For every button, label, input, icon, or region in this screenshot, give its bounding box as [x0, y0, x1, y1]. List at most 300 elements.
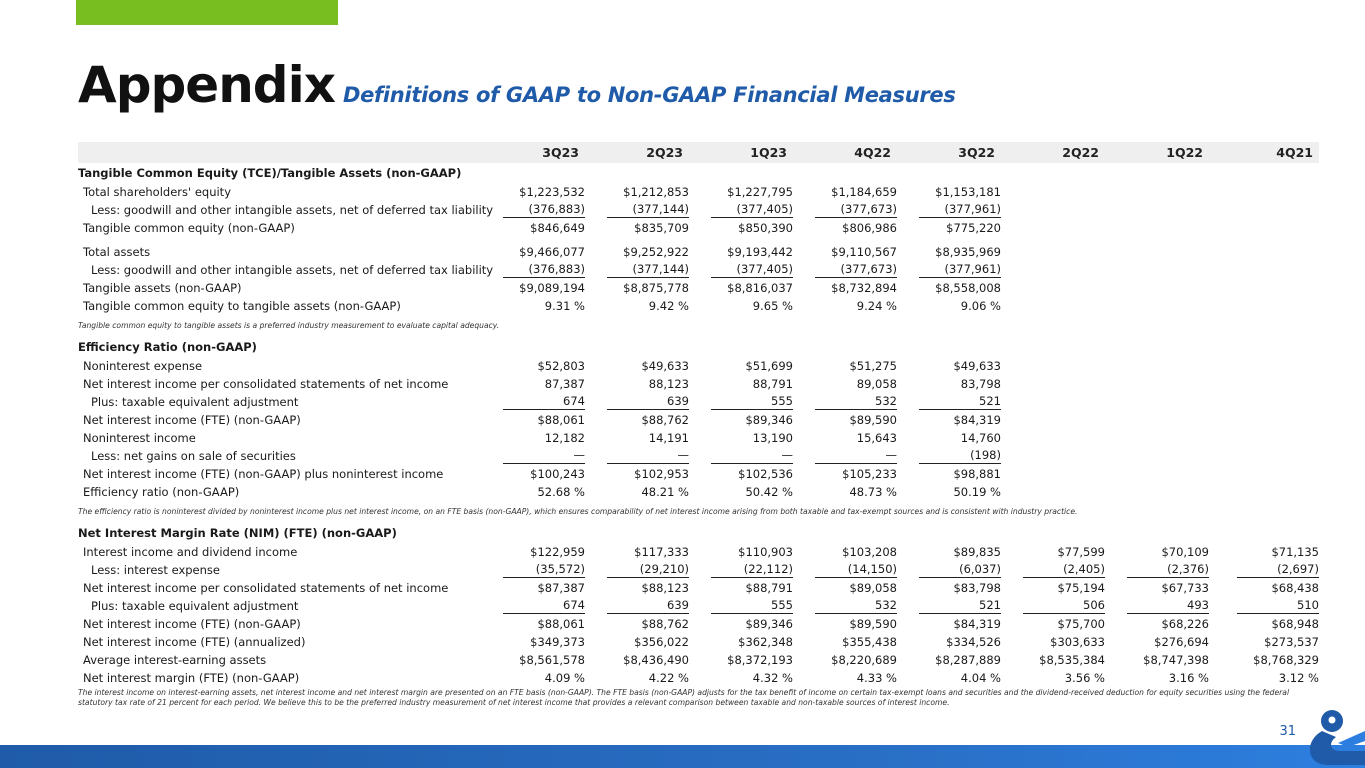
cell-value: (377,405)	[711, 202, 793, 218]
cell-value: $835,709	[634, 221, 689, 235]
cell-value: 48.73 %	[849, 485, 897, 499]
row-label: Less: goodwill and other intangible assets, net of deferred tax liability	[91, 203, 494, 217]
cell-value: $102,536	[738, 467, 793, 481]
section-header-row	[78, 163, 1319, 183]
cell-value: $8,220,689	[831, 653, 897, 667]
cell-value: (377,144)	[607, 202, 689, 218]
value-cell	[689, 447, 793, 465]
cell-value: $89,346	[745, 617, 793, 631]
cell-value: (377,144)	[607, 262, 689, 278]
footnote-row	[78, 501, 1319, 523]
footnote-row	[78, 315, 1319, 337]
cell-value: $1,184,659	[831, 185, 897, 199]
row-label: Net interest income (FTE) (non-GAAP)	[83, 617, 301, 631]
value-cell	[1105, 633, 1209, 651]
value-cell	[1209, 261, 1319, 279]
cell-value: $8,558,008	[935, 281, 1001, 295]
cell-value: $1,153,181	[935, 185, 1001, 199]
cell-value: $68,948	[1271, 617, 1319, 631]
value-cell	[1001, 483, 1105, 501]
value-cell	[481, 375, 585, 393]
col-header: 4Q22	[793, 142, 897, 163]
value-cell	[793, 219, 897, 237]
value-cell	[897, 561, 1001, 579]
value-cell	[481, 579, 585, 597]
value-cell	[1209, 651, 1319, 669]
value-cell	[1001, 279, 1105, 297]
cell-value: 521	[919, 598, 1001, 614]
value-cell	[793, 579, 897, 597]
row-label: Net interest income (FTE) (non-GAAP)	[83, 413, 301, 427]
value-cell	[1209, 579, 1319, 597]
value-cell	[1001, 579, 1105, 597]
cell-value: $88,762	[641, 617, 689, 631]
value-cell	[481, 543, 585, 561]
value-cell	[1105, 543, 1209, 561]
cell-value: 14,760	[960, 431, 1001, 445]
value-cell	[481, 219, 585, 237]
cell-value: $49,633	[641, 359, 689, 373]
row-label: Interest income and dividend income	[83, 545, 298, 559]
cell-value: $8,875,778	[623, 281, 689, 295]
value-cell	[689, 411, 793, 429]
cell-value: 3.16 %	[1168, 671, 1209, 685]
value-cell	[793, 429, 897, 447]
row-label: Average interest-earning assets	[83, 653, 267, 667]
value-cell	[481, 669, 585, 687]
value-cell	[1001, 297, 1105, 315]
cell-value: $9,466,077	[519, 245, 585, 259]
table-row	[78, 411, 1319, 429]
cell-value: $8,287,889	[935, 653, 1001, 667]
value-cell	[1105, 357, 1209, 375]
table-row	[78, 543, 1319, 561]
cell-value: $103,208	[842, 545, 897, 559]
row-label: Tangible assets (non-GAAP)	[83, 281, 242, 295]
value-cell	[1001, 597, 1105, 615]
value-cell	[1001, 201, 1105, 219]
ampersand-logo-icon	[1290, 703, 1365, 768]
section-title: Tangible Common Equity (TCE)/Tangible Assets (non-GAAP)	[78, 166, 462, 180]
value-cell	[1105, 651, 1209, 669]
green-accent-bar	[76, 0, 338, 25]
value-cell	[585, 561, 689, 579]
table-body	[78, 163, 1319, 709]
cell-value: $8,372,193	[727, 653, 793, 667]
col-header: 4Q21	[1209, 142, 1319, 163]
cell-value: $8,747,398	[1143, 653, 1209, 667]
value-cell	[585, 279, 689, 297]
value-cell	[897, 243, 1001, 261]
value-cell	[793, 465, 897, 483]
value-cell	[793, 201, 897, 219]
value-cell	[1209, 543, 1319, 561]
cell-value: (377,673)	[815, 202, 897, 218]
cell-value: $88,061	[537, 413, 585, 427]
cell-value: (35,572)	[503, 562, 585, 578]
value-cell	[1001, 633, 1105, 651]
cell-value: $88,791	[745, 581, 793, 595]
financial-table	[78, 142, 1319, 709]
cell-value: $89,590	[849, 413, 897, 427]
value-cell	[1105, 243, 1209, 261]
value-cell	[1001, 543, 1105, 561]
cell-value: $77,599	[1057, 545, 1105, 559]
cell-value: 50.19 %	[953, 485, 1001, 499]
row-label: Efficiency ratio (non-GAAP)	[83, 485, 240, 499]
table-row	[78, 429, 1319, 447]
footnote-blank	[1209, 315, 1319, 337]
row-label: Net interest income per consolidated statements of net income	[83, 377, 449, 391]
cell-value: $775,220	[946, 221, 1001, 235]
slide-subtitle: Definitions of GAAP to Non-GAAP Financial Measures	[342, 83, 956, 107]
value-cell	[689, 615, 793, 633]
cell-value: 555	[711, 598, 793, 614]
value-cell	[1209, 375, 1319, 393]
cell-value: (22,112)	[711, 562, 793, 578]
cell-value: 9.42 %	[648, 299, 689, 313]
value-cell	[1001, 447, 1105, 465]
value-cell	[481, 597, 585, 615]
cell-value: $8,768,329	[1253, 653, 1319, 667]
cell-value: $52,803	[537, 359, 585, 373]
value-cell	[1105, 183, 1209, 201]
cell-value: (198)	[919, 448, 1001, 464]
cell-value: 674	[503, 394, 585, 410]
value-cell	[793, 615, 897, 633]
value-cell	[585, 465, 689, 483]
value-cell	[897, 651, 1001, 669]
value-cell	[1001, 357, 1105, 375]
value-cell	[1105, 465, 1209, 483]
value-cell	[1001, 465, 1105, 483]
value-cell	[585, 597, 689, 615]
cell-value: $75,194	[1057, 581, 1105, 595]
row-label: Noninterest income	[83, 431, 196, 445]
row-label: Plus: taxable equivalent adjustment	[91, 599, 299, 613]
value-cell	[1105, 447, 1209, 465]
value-cell	[1105, 261, 1209, 279]
value-cell	[689, 579, 793, 597]
value-cell	[793, 393, 897, 411]
value-cell	[481, 279, 585, 297]
value-cell	[585, 633, 689, 651]
cell-value: 83,798	[960, 377, 1001, 391]
value-cell	[689, 279, 793, 297]
value-cell	[793, 297, 897, 315]
cell-value: $83,798	[953, 581, 1001, 595]
value-cell	[897, 669, 1001, 687]
value-cell	[793, 243, 897, 261]
value-cell	[481, 633, 585, 651]
value-cell	[793, 357, 897, 375]
value-cell	[793, 651, 897, 669]
cell-value: $850,390	[738, 221, 793, 235]
value-cell	[585, 183, 689, 201]
cell-value: $110,903	[738, 545, 793, 559]
value-cell	[689, 297, 793, 315]
table-row	[78, 615, 1319, 633]
section-header-row	[78, 523, 1319, 543]
cell-value: $70,109	[1161, 545, 1209, 559]
footnote-blank	[1105, 501, 1209, 523]
value-cell	[897, 447, 1001, 465]
cell-value: $102,953	[634, 467, 689, 481]
value-cell	[897, 219, 1001, 237]
value-cell	[1105, 279, 1209, 297]
value-cell	[1105, 201, 1209, 219]
table-row	[78, 357, 1319, 375]
cell-value: 9.24 %	[856, 299, 897, 313]
footnote-text: Tangible common equity to tangible assets is a preferred industry measurement to evaluate capital adequacy.	[78, 321, 500, 330]
value-cell	[481, 465, 585, 483]
row-label: Net interest income (FTE) (annualized)	[83, 635, 306, 649]
cell-value: $75,700	[1057, 617, 1105, 631]
cell-value: $9,252,922	[623, 245, 689, 259]
value-cell	[897, 429, 1001, 447]
cell-value: $349,373	[530, 635, 585, 649]
cell-value: 50.42 %	[745, 485, 793, 499]
cell-value: $8,732,894	[831, 281, 897, 295]
cell-value: 12,182	[544, 431, 585, 445]
cell-value: $1,227,795	[727, 185, 793, 199]
value-cell	[689, 429, 793, 447]
value-cell	[585, 375, 689, 393]
cell-value: 48.21 %	[641, 485, 689, 499]
cell-value: $334,526	[946, 635, 1001, 649]
value-cell	[897, 375, 1001, 393]
cell-value: $68,226	[1161, 617, 1209, 631]
cell-value: $84,319	[953, 617, 1001, 631]
page-number: 31	[1279, 724, 1296, 739]
value-cell	[1209, 615, 1319, 633]
value-cell	[1001, 375, 1105, 393]
value-cell	[897, 183, 1001, 201]
value-cell	[897, 357, 1001, 375]
col-header: 3Q23	[481, 142, 585, 163]
value-cell	[793, 447, 897, 465]
value-cell	[481, 393, 585, 411]
col-header: 2Q23	[585, 142, 689, 163]
bottom-blue-bar	[0, 745, 1365, 768]
value-cell	[481, 411, 585, 429]
value-cell	[1209, 633, 1319, 651]
cell-value: $8,561,578	[519, 653, 585, 667]
cell-value: $8,935,969	[935, 245, 1001, 259]
cell-value: $98,881	[953, 467, 1001, 481]
value-cell	[585, 483, 689, 501]
cell-value: $846,649	[530, 221, 585, 235]
cell-value: 88,123	[648, 377, 689, 391]
cell-value: 4.33 %	[856, 671, 897, 685]
cell-value: $276,694	[1154, 635, 1209, 649]
value-cell	[689, 669, 793, 687]
cell-value: (376,883)	[503, 202, 585, 218]
cell-value: $806,986	[842, 221, 897, 235]
cell-value: $67,733	[1161, 581, 1209, 595]
cell-value: 3.12 %	[1278, 671, 1319, 685]
value-cell	[585, 669, 689, 687]
value-cell	[585, 201, 689, 219]
cell-value: 9.65 %	[752, 299, 793, 313]
row-label: Tangible common equity to tangible assets (non-GAAP)	[83, 299, 401, 313]
slide-title-block	[78, 56, 956, 114]
cell-value: $49,633	[953, 359, 1001, 373]
header-blank	[78, 142, 481, 163]
value-cell	[1105, 597, 1209, 615]
table-row	[78, 561, 1319, 579]
cell-value: 52.68 %	[537, 485, 585, 499]
value-cell	[689, 357, 793, 375]
value-cell	[689, 261, 793, 279]
cell-value: 639	[607, 394, 689, 410]
cell-value: $87,387	[537, 581, 585, 595]
cell-value: (14,150)	[815, 562, 897, 578]
cell-value: $84,319	[953, 413, 1001, 427]
value-cell	[689, 201, 793, 219]
row-label: Noninterest expense	[83, 359, 203, 373]
cell-value: 506	[1023, 598, 1105, 614]
value-cell	[793, 411, 897, 429]
table-row	[78, 219, 1319, 237]
value-cell	[481, 357, 585, 375]
cell-value: (377,673)	[815, 262, 897, 278]
cell-value: —	[815, 448, 897, 464]
cell-value: $88,123	[641, 581, 689, 595]
table-row	[78, 297, 1319, 315]
value-cell	[1209, 279, 1319, 297]
value-cell	[1209, 357, 1319, 375]
row-label: Net interest margin (FTE) (non-GAAP)	[83, 671, 300, 685]
value-cell	[689, 561, 793, 579]
value-cell	[897, 597, 1001, 615]
cell-value: $1,212,853	[623, 185, 689, 199]
cell-value: 14,191	[648, 431, 689, 445]
cell-value: $105,233	[842, 467, 897, 481]
cell-value: $355,438	[842, 635, 897, 649]
value-cell	[1209, 219, 1319, 237]
cell-value: 88,791	[752, 377, 793, 391]
row-label: Less: interest expense	[91, 563, 220, 577]
value-cell	[1001, 393, 1105, 411]
value-cell	[585, 219, 689, 237]
value-cell	[897, 393, 1001, 411]
value-cell	[689, 375, 793, 393]
cell-value: 13,190	[752, 431, 793, 445]
row-label: Less: goodwill and other intangible assets, net of deferred tax liability	[91, 263, 494, 277]
value-cell	[1001, 243, 1105, 261]
value-cell	[585, 615, 689, 633]
footnote-row	[78, 687, 1319, 709]
cell-value: 9.06 %	[960, 299, 1001, 313]
cell-value: $100,243	[530, 467, 585, 481]
header-row	[78, 142, 1319, 163]
col-header: 3Q22	[897, 142, 1001, 163]
value-cell	[689, 183, 793, 201]
value-cell	[689, 483, 793, 501]
cell-value: (6,037)	[919, 562, 1001, 578]
cell-value: $303,633	[1050, 635, 1105, 649]
value-cell	[793, 183, 897, 201]
table-row	[78, 201, 1319, 219]
value-cell	[689, 465, 793, 483]
value-cell	[1105, 411, 1209, 429]
slide-title: Appendix	[78, 56, 335, 114]
value-cell	[585, 393, 689, 411]
value-cell	[1209, 447, 1319, 465]
value-cell	[481, 561, 585, 579]
cell-value: $9,110,567	[831, 245, 897, 259]
value-cell	[585, 297, 689, 315]
cell-value: (377,961)	[919, 202, 1001, 218]
cell-value: $122,959	[530, 545, 585, 559]
table-row	[78, 243, 1319, 261]
cell-value: $1,223,532	[519, 185, 585, 199]
cell-value: (2,405)	[1023, 562, 1105, 578]
value-cell	[793, 669, 897, 687]
value-cell	[1209, 483, 1319, 501]
value-cell	[897, 579, 1001, 597]
cell-value: 4.32 %	[752, 671, 793, 685]
value-cell	[1105, 375, 1209, 393]
value-cell	[1105, 483, 1209, 501]
value-cell	[897, 411, 1001, 429]
row-label: Net interest income per consolidated statements of net income	[83, 581, 449, 595]
value-cell	[585, 243, 689, 261]
cell-value: —	[503, 448, 585, 464]
value-cell	[793, 633, 897, 651]
value-cell	[1105, 669, 1209, 687]
cell-value: 9.31 %	[544, 299, 585, 313]
value-cell	[689, 651, 793, 669]
cell-value: $89,835	[953, 545, 1001, 559]
value-cell	[1105, 393, 1209, 411]
table-row	[78, 669, 1319, 687]
value-cell	[897, 615, 1001, 633]
value-cell	[1209, 465, 1319, 483]
value-cell	[897, 201, 1001, 219]
cell-value: 510	[1237, 598, 1319, 614]
cell-value: $8,535,384	[1039, 653, 1105, 667]
value-cell	[1209, 201, 1319, 219]
cell-value: $9,193,442	[727, 245, 793, 259]
value-cell	[585, 543, 689, 561]
value-cell	[585, 429, 689, 447]
footnote-text: The efficiency ratio is noninterest divided by noninterest income plus net interest income, on an FTE basis (non-GAAP), which ensures comparability of net interest income arising from both taxable and tax-exempt sources and is consistent with industry practice.	[78, 507, 1078, 516]
value-cell	[481, 615, 585, 633]
cell-value: 3.56 %	[1064, 671, 1105, 685]
value-cell	[689, 243, 793, 261]
table-row	[78, 375, 1319, 393]
table-row	[78, 597, 1319, 615]
cell-value: $89,590	[849, 617, 897, 631]
value-cell	[793, 261, 897, 279]
cell-value: $88,061	[537, 617, 585, 631]
value-cell	[481, 297, 585, 315]
footnote-blank	[1209, 501, 1319, 523]
value-cell	[1105, 579, 1209, 597]
cell-value: $51,275	[849, 359, 897, 373]
table-row	[78, 447, 1319, 465]
value-cell	[1001, 429, 1105, 447]
cell-value: $8,816,037	[727, 281, 793, 295]
row-label: Total shareholders' equity	[83, 185, 231, 199]
value-cell	[897, 465, 1001, 483]
value-cell	[1209, 183, 1319, 201]
value-cell	[897, 633, 1001, 651]
row-label: Plus: taxable equivalent adjustment	[91, 395, 299, 409]
section-header-row	[78, 337, 1319, 357]
